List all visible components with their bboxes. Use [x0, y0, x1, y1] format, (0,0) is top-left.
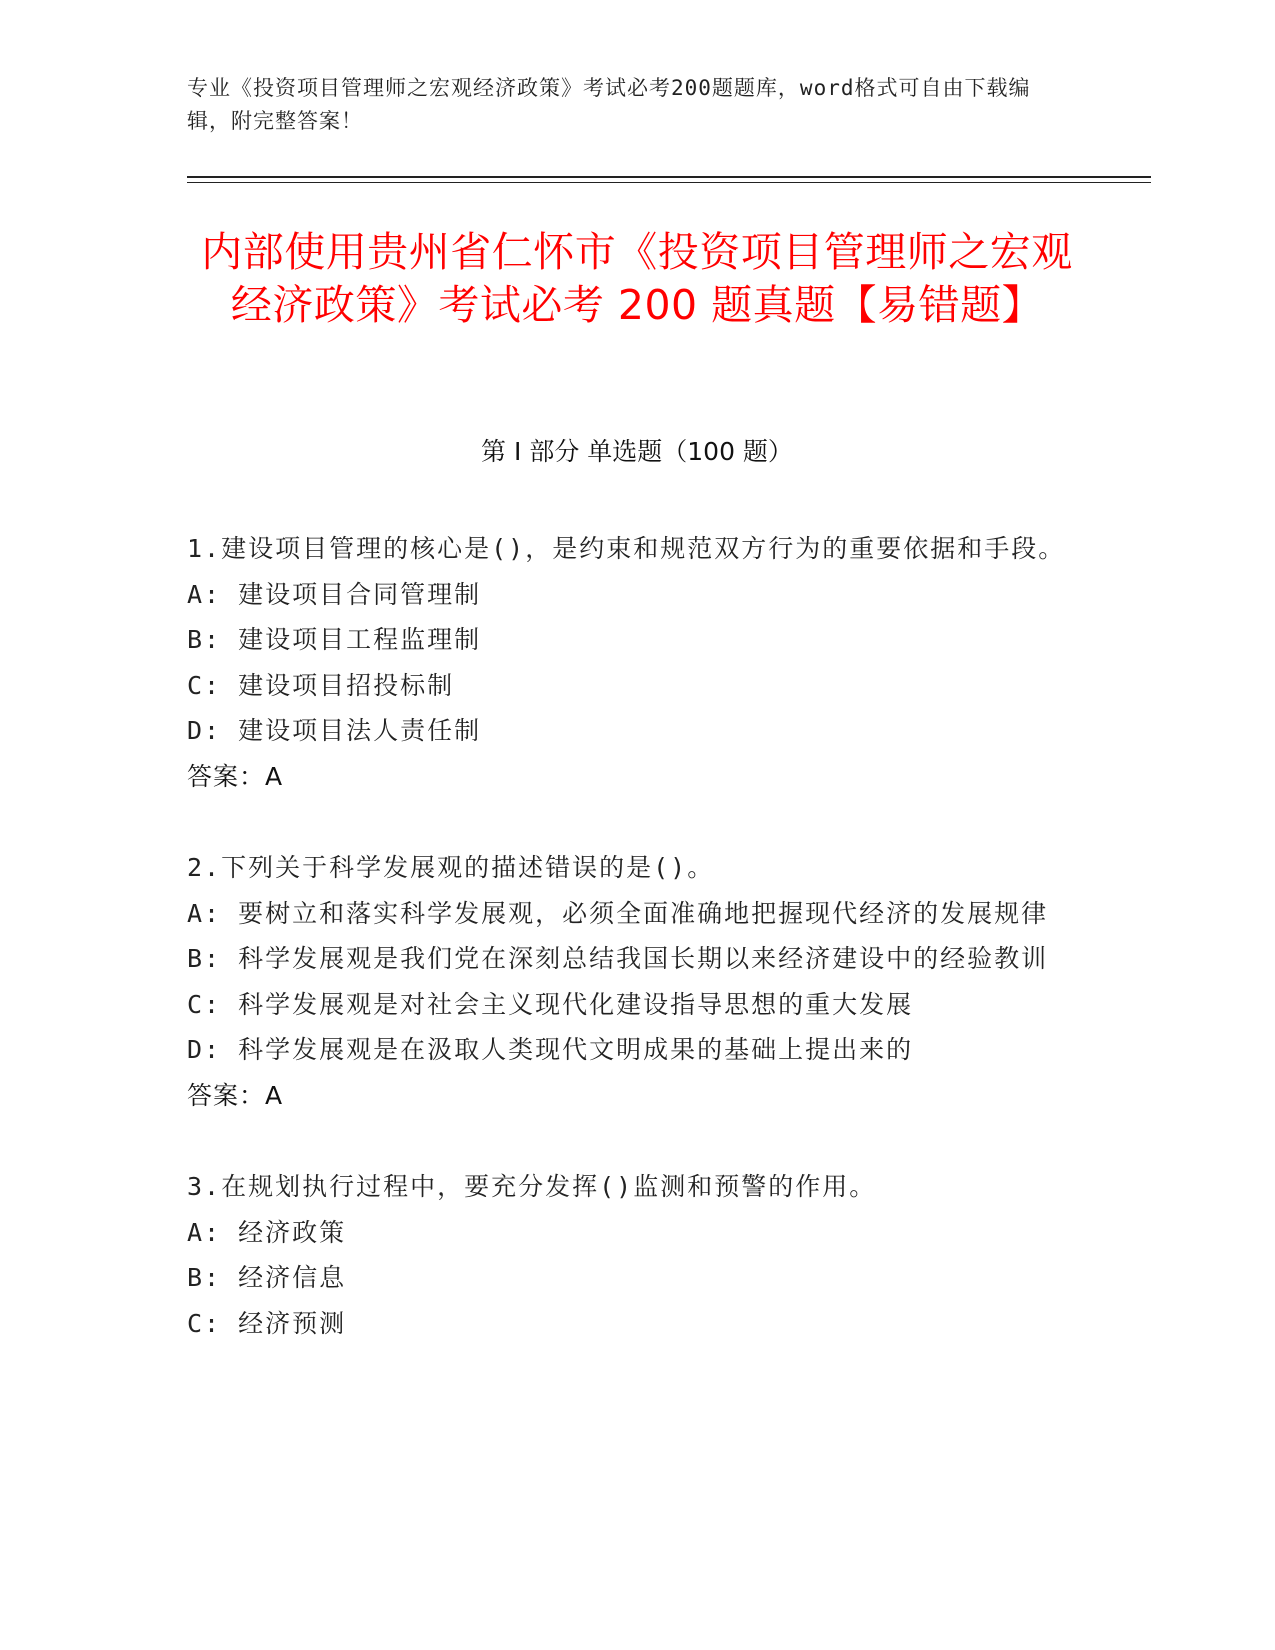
question-stem: 1.建设项目管理的核心是()，是约束和规范双方行为的重要依据和手段。: [187, 534, 1066, 563]
option-c: C: 经济预测: [187, 1308, 347, 1338]
question-stem: 2.下列关于科学发展观的描述错误的是()。: [187, 853, 715, 882]
option-d: D: 建设项目法人责任制: [187, 716, 482, 745]
section-title: 第 I 部分 单选题（100 题）: [481, 437, 793, 466]
question-stem: 3.在规划执行过程中，要充分发挥()监测和预警的作用。: [187, 1172, 877, 1201]
question-1: [187, 526, 1087, 799]
option-c: C: 科学发展观是对社会主义现代化建设指导思想的重大发展: [187, 989, 914, 1019]
option-b: B: 经济信息: [187, 1263, 347, 1292]
option-a: A: 要树立和落实科学发展观，必须全面准确地把握现代经济的发展规律: [187, 898, 1049, 928]
header-rule-thick: [187, 176, 1151, 178]
header-note: 专业《投资项目管理师之宏观经济政策》考试必考200题题库，word格式可自由下载编辑，附完整答案！: [187, 76, 1031, 133]
option-a: A: 建设项目合同管理制: [187, 579, 482, 609]
question-3: [187, 1164, 1087, 1346]
option-d: D: 科学发展观是在汲取人类现代文明成果的基础上提出来的: [187, 1035, 914, 1064]
question-list: [187, 526, 1087, 1392]
option-c: C: 建设项目招投标制: [187, 670, 455, 700]
option-b: B: 建设项目工程监理制: [187, 625, 482, 654]
document-title: 内部使用贵州省仁怀市《投资项目管理师之宏观经济政策》考试必考 200 题真题【易错题】: [201, 228, 1073, 329]
header-rule-thin: [187, 182, 1151, 183]
option-a: A: 经济政策: [187, 1217, 347, 1247]
question-2: [187, 845, 1087, 1118]
answer: 答案：A: [187, 761, 284, 791]
option-b: B: 科学发展观是我们党在深刻总结我国长期以来经济建设中的经验教训: [187, 944, 1049, 973]
answer: 答案：A: [187, 1080, 284, 1110]
